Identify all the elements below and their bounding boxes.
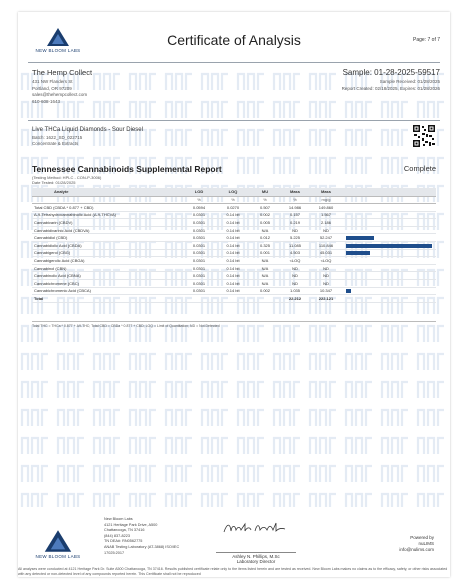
powered-by-label: Powered by (410, 535, 434, 540)
footer-address-line: New Bloom Labs (104, 517, 133, 521)
table-footnote: Total THC = THCa * 0.877 + Δ9-THC; Total CBD = CBDa * 0.877 + CBD; LOQ = Limit of Quantitation; ND = Not Detected (32, 321, 436, 328)
loq-cell: 0.0270 (216, 204, 250, 212)
analyte-cell: Total CBD (CBDA * 0.877 + CBD) (32, 204, 182, 212)
column-header: Mass (310, 188, 342, 196)
lab-logo (28, 27, 88, 53)
bar-cell (342, 226, 436, 234)
bar-cell (342, 257, 436, 265)
unit-cell (32, 196, 182, 204)
signature-block (216, 521, 296, 564)
mass-mg-cell: 149.860 (310, 204, 342, 212)
mu-cell: 0.325 (250, 242, 280, 250)
mass-mg-cell: <LOQ (310, 257, 342, 265)
section-title: Tennessee Cannabinoids Supplemental Report (32, 164, 222, 174)
loq-cell: 0.14 bit (216, 211, 250, 219)
product-batch: Batch: 1622_SD_022715 (32, 135, 83, 140)
powered-by-name: nuLIMS (418, 541, 434, 546)
loq-cell: 0.14 bit (216, 226, 250, 234)
unit-cell: mg/g (310, 196, 342, 204)
bar-cell (342, 272, 436, 280)
analyte-cell: Cannabidiol (CBD) (32, 234, 182, 242)
mass-mg-cell: ND (310, 272, 342, 280)
lod-cell: 0.0301 (182, 234, 216, 242)
table-row (32, 234, 436, 242)
bar-cell (342, 242, 436, 250)
footer-logo (30, 529, 86, 559)
test-method: (Testing Method: HPLC - CON-P-3006) (32, 175, 102, 180)
mu-cell: N/A (250, 226, 280, 234)
analyte-cell: Cannabinolic Acid (CBNA) (32, 272, 182, 280)
footer-logo-text: NEW BLOOM LABS (35, 554, 81, 559)
signer-name: Ashley N. Phillips, M.Sc (216, 552, 296, 559)
lab-logo-text: NEW BLOOM LABS (35, 48, 81, 53)
analyte-cell: Cannabivarin (CBDV) (32, 219, 182, 227)
analyte-cell: Cannabichromenic Acid (CBCA) (32, 287, 182, 295)
lod-cell: 0.0301 (182, 242, 216, 250)
analyte-cell: Cannabinol (CBN) (32, 264, 182, 272)
lod-cell: 0.0301 (182, 280, 216, 288)
analyte-cell: Cannabidiolic Acid (CBDA) (32, 242, 182, 250)
mu-cell: 0.002 (250, 211, 280, 219)
lod-cell: 0.0301 (182, 287, 216, 295)
mass-percent-cell: ND (280, 264, 310, 272)
loq-cell: 0.14 bit (216, 234, 250, 242)
column-header: MU (250, 188, 280, 196)
analyte-cell: Cannabigerol (CBG) (32, 249, 182, 257)
mass-percent-cell: <LOQ (280, 257, 310, 265)
table-row (32, 219, 436, 227)
analyte-cell: Total (32, 295, 182, 303)
mass-percent-cell: ND (280, 272, 310, 280)
unit-cell: % (250, 196, 280, 204)
bar-cell (342, 295, 436, 303)
footer-logo-icon (43, 529, 73, 553)
powered-by-email[interactable]: info@nulims.com (399, 547, 434, 552)
mass-mg-cell: ND (310, 280, 342, 288)
mass-percent-cell: ND (280, 226, 310, 234)
mass-mg-cell: 45.031 (310, 249, 342, 257)
mass-mg-cell: 10.347 (310, 287, 342, 295)
lod-cell: 0.0301 (182, 219, 216, 227)
table-row (32, 287, 436, 295)
client-email: sales@thehempcollect.com (32, 92, 88, 97)
table-row (32, 280, 436, 288)
table-row (32, 226, 436, 234)
client-address-line: Portland, OR 97209 (32, 85, 72, 91)
mu-cell (250, 295, 280, 303)
mass-percent-cell: ND (280, 280, 310, 288)
column-header: LOD (182, 188, 216, 196)
mu-cell: N/A (250, 264, 280, 272)
client-phone: 610-608-1643 (32, 98, 61, 104)
client-info (32, 68, 192, 105)
mu-cell: N/A (250, 280, 280, 288)
table-row (32, 249, 436, 257)
footer-address-line: 17025:2017 (104, 550, 125, 555)
table-row (32, 257, 436, 265)
column-header (342, 188, 436, 196)
mu-cell: 0.002 (250, 287, 280, 295)
unit-cell: % (216, 196, 250, 204)
bar-cell (342, 287, 436, 295)
footer-address-line: (844) 837-8223 (104, 533, 130, 538)
page-number: Page: 7 of 7 (413, 37, 440, 43)
results-table (32, 188, 436, 303)
footer-address-line: TN DEA#: RN0562775 (104, 539, 143, 544)
column-header: Analyte (32, 188, 182, 196)
bar-cell (342, 204, 436, 212)
mass-mg-cell: 52.247 (310, 234, 342, 242)
concentration-bar (346, 236, 374, 240)
table-row (32, 204, 436, 212)
loq-cell: 0.14 bit (216, 287, 250, 295)
loq-cell: 0.14 bit (216, 249, 250, 257)
client-name: The Hemp Collect (32, 68, 93, 77)
lod-cell: 0.0301 (182, 249, 216, 257)
lod-cell: 0.0594 (182, 204, 216, 212)
lab-logo-icon (46, 27, 70, 47)
test-meta (32, 175, 101, 185)
unit-cell: % (182, 196, 216, 204)
mass-percent-cell: 0.157 (280, 211, 310, 219)
mass-percent-cell: 22.212 (280, 295, 310, 303)
footer-address (104, 517, 224, 556)
mass-percent-cell: 11.085 (280, 242, 310, 250)
product-info (32, 127, 282, 147)
client-address-line: 431 NW Flanders St (32, 79, 73, 84)
analyte-cell: Cannabichromene (CBC) (32, 280, 182, 288)
footer-address-line: 4121 Heritage Park Drive, A500 (104, 522, 158, 527)
mass-mg-cell: ND (310, 264, 342, 272)
mass-mg-cell: 222.121 (310, 295, 342, 303)
bar-cell (342, 234, 436, 242)
loq-cell: 0.14 bit (216, 219, 250, 227)
report-footer (28, 517, 440, 567)
concentration-bar (346, 289, 351, 293)
report-header (28, 20, 440, 60)
product-name: Live THCa Liquid Diamonds - Sour Diesel (32, 127, 143, 133)
loq-cell: 0.14 bit (216, 280, 250, 288)
table-row (32, 295, 436, 303)
table-row (32, 272, 436, 280)
client-divider (28, 120, 440, 121)
mass-percent-cell: 4.503 (280, 249, 310, 257)
table-row (32, 264, 436, 272)
sample-info (240, 68, 440, 92)
loq-cell: 0.14 bit (216, 272, 250, 280)
status-badge: Complete (403, 164, 436, 173)
bar-cell (342, 219, 436, 227)
mu-cell: 0.012 (250, 234, 280, 242)
coa-page (18, 12, 450, 577)
column-header: Mass (280, 188, 310, 196)
sample-received: Sample Received: 01/28/2025 (379, 79, 440, 84)
table-row (32, 211, 436, 219)
mu-cell: 0.001 (250, 249, 280, 257)
mu-cell: 0.005 (250, 219, 280, 227)
mass-mg-cell: ND (310, 226, 342, 234)
loq-cell (216, 295, 250, 303)
lod-cell: 0.0301 (182, 264, 216, 272)
mu-cell: N/A (250, 272, 280, 280)
header-divider (28, 62, 440, 63)
mass-mg-cell: 2.186 (310, 219, 342, 227)
unit-cell: % (280, 196, 310, 204)
mass-percent-cell: 1.035 (280, 287, 310, 295)
lod-cell: 0.0301 (182, 272, 216, 280)
sample-id: Sample: 01-28-2025-59517 (342, 68, 440, 77)
mass-mg-cell: 110.846 (310, 242, 342, 250)
mass-percent-cell: 5.225 (280, 234, 310, 242)
product-category: Concentrate & Extracts (32, 141, 79, 146)
analyte-cell: Cannabidivarinic Acid (CBDVA) (32, 226, 182, 234)
loq-cell: 0.14 bit (216, 242, 250, 250)
lod-cell: 0.0301 (182, 211, 216, 219)
column-header: LOQ (216, 188, 250, 196)
test-date: Date Tested: 01/28/2025 (32, 180, 76, 185)
sample-dates: Report Created: 02/18/2025, Expires: 01/28/2026 (341, 85, 440, 91)
footer-address-line: Chattanooga, TN 37416 (104, 528, 145, 533)
bar-cell (342, 280, 436, 288)
loq-cell: 0.14 bit (216, 264, 250, 272)
concentration-bar (346, 251, 370, 255)
mass-percent-cell: 0.219 (280, 219, 310, 227)
analyte-cell: Cannabigerolic Acid (CBGA) (32, 257, 182, 265)
qr-code-icon[interactable] (412, 124, 436, 148)
results-body (32, 196, 436, 302)
powered-by (374, 535, 434, 553)
footer-address-line: ANAB Testing Laboratory (AT-3868) ISO/IEC (104, 544, 180, 549)
mass-mg-cell: 1.567 (310, 211, 342, 219)
loq-cell: 0.14 bit (216, 257, 250, 265)
page-title: Certificate of Analysis (167, 32, 301, 48)
lod-cell (182, 295, 216, 303)
bar-cell (342, 264, 436, 272)
bar-cell (342, 211, 436, 219)
table-header-row (32, 188, 436, 196)
lod-cell: 0.0301 (182, 257, 216, 265)
mu-cell: 0.507 (250, 204, 280, 212)
concentration-bar (346, 244, 432, 248)
disclaimer-text: All analyses were conducted at 4121 Heritage Park Dr. Suite A500 Chattanooga, TN 37416. Results published certificate relate only to the items listed herein and are tested as received. New Bloom Labs makes no claims as to the efficacy, safety, or other risks associated with any detected or non-detected level of any compounds reported herein. This Certificate shall not be reproduced (18, 567, 448, 576)
unit-cell (342, 196, 436, 204)
units-row (32, 196, 436, 204)
bar-cell (342, 249, 436, 257)
signer-role: Laboratory Director (236, 559, 276, 564)
analyte-cell: Δ-9-Tetrahydrocannabinolic Acid (Δ-9-THCVA) (32, 211, 182, 219)
signature-image (221, 521, 291, 535)
mass-percent-cell: 14.986 (280, 204, 310, 212)
table-row (32, 242, 436, 250)
lod-cell: 0.0301 (182, 226, 216, 234)
mu-cell: N/A (250, 257, 280, 265)
